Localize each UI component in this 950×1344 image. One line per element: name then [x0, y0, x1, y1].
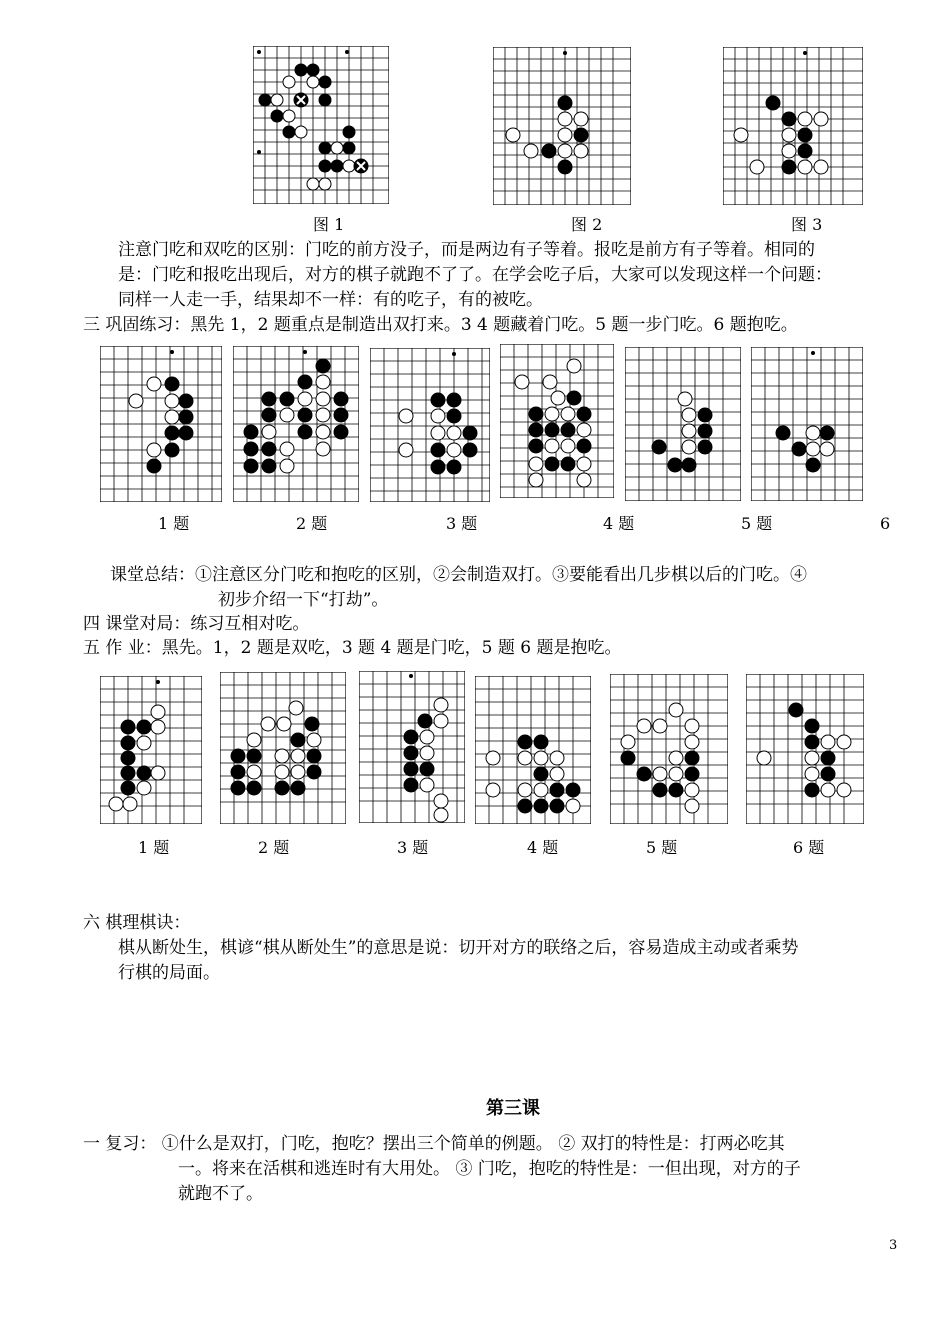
homework-5-board — [610, 674, 728, 824]
homework-caption: 2 题 — [258, 838, 290, 857]
practice-caption: 2 题 — [296, 514, 328, 533]
summary-line: 课堂总结：①注意区分门吃和抱吃的区别，②会制造双打。③要能看出几步棋以后的门吃。④ — [110, 565, 807, 585]
go-board — [723, 47, 863, 205]
homework-6-board — [746, 674, 864, 824]
paragraph-line: 同样一人走一手，结果却不一样：有的吃子，有的被吃。 — [118, 290, 543, 310]
go-board — [500, 344, 614, 498]
go-board — [625, 347, 741, 501]
go-board — [370, 348, 490, 502]
review-line: 就跑不了。 — [178, 1184, 263, 1204]
paragraph-line: 行棋的局面。 — [118, 963, 220, 983]
homework-caption: 6 题 — [793, 838, 825, 857]
go-board — [751, 347, 863, 501]
go-board — [475, 676, 591, 824]
go-board — [610, 674, 728, 824]
practice-3-board — [370, 348, 490, 502]
homework-1-board — [100, 676, 202, 824]
figure-1-board — [253, 46, 389, 204]
homework-caption: 4 题 — [527, 838, 559, 857]
figure-3-board — [723, 47, 863, 205]
practice-caption: 3 题 — [446, 514, 478, 533]
summary-line: 初步介绍一下“打劫”。 — [218, 590, 389, 610]
review-line: 一。将来在活棋和逃连时有大用处。 ③ 门吃，抱吃的特性是：一但出现，对方的子 — [178, 1159, 801, 1179]
homework-4-board — [475, 676, 591, 824]
practice-4-board — [500, 344, 614, 498]
lesson-title: 第三课 — [486, 1098, 540, 1119]
figure-caption: 图 3 — [791, 215, 823, 234]
homework-2-board — [220, 672, 346, 824]
review-line: 一 复习： ①什么是双打，门吃，抱吃？摆出三个简单的例题。 ② 双打的特性是：打两必吃其 — [83, 1134, 785, 1154]
practice-2-board — [233, 346, 359, 502]
paragraph-line: 注意门吃和双吃的区别：门吃的前方没子，而是两边有子等着。报吃是前方有子等着。相同的 — [118, 240, 815, 260]
paragraph-line: 棋从断处生，棋谚“棋从断处生”的意思是说：切开对方的联络之后，容易造成主动或者乘势 — [118, 938, 799, 958]
practice-6-board — [751, 347, 863, 501]
practice-caption: 1 题 — [158, 514, 190, 533]
go-board — [253, 46, 389, 204]
practice-caption: 6 — [880, 514, 891, 533]
homework-3-board — [359, 671, 465, 823]
go-board — [493, 47, 631, 205]
paragraph-line: 是：门吃和报吃出现后，对方的棋子就跑不了了。在学会吃子后，大家可以发现这样一个问题： — [118, 265, 832, 285]
practice-caption: 4 题 — [603, 514, 635, 533]
section-heading: 六 棋理棋诀： — [83, 913, 191, 933]
section-heading: 三 巩固练习：黑先 1，2 题重点是制造出双打来。3 4 题藏着门吃。5 题一步门吃。6 题抱吃。 — [83, 315, 798, 335]
section-heading: 五 作 业：黑先。1，2 题是双吃，3 题 4 题是门吃，5 题 6 题是抱吃。 — [83, 638, 622, 658]
practice-1-board — [100, 346, 222, 502]
homework-caption: 5 题 — [646, 838, 678, 857]
page-number: 3 — [889, 1238, 898, 1253]
figure-caption: 图 2 — [571, 215, 603, 234]
practice-5-board — [625, 347, 741, 501]
go-board — [220, 672, 346, 824]
practice-caption: 5 题 — [741, 514, 773, 533]
go-board — [100, 346, 222, 502]
go-board — [233, 346, 359, 502]
go-board — [359, 671, 465, 823]
figure-caption: 图 1 — [313, 215, 345, 234]
figure-2-board — [493, 47, 631, 205]
homework-caption: 3 题 — [397, 838, 429, 857]
go-board — [100, 676, 202, 824]
homework-caption: 1 题 — [138, 838, 170, 857]
go-board — [746, 674, 864, 824]
section-heading: 四 课堂对局：练习互相对吃。 — [83, 614, 310, 634]
